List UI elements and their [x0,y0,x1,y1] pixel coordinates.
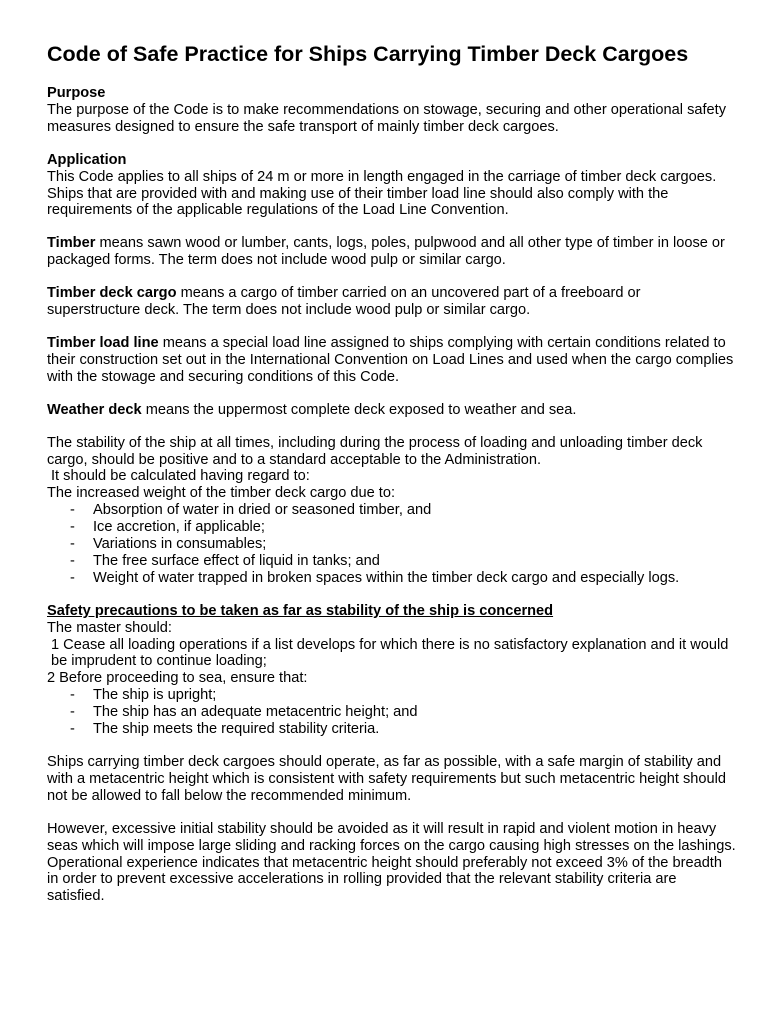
paragraph-excessive-stability [47,821,737,906]
definition-term: Timber load line [47,334,159,351]
list-item: - The ship has an adequate metacentric height; and [47,704,737,721]
stability-increased-weight-line: The increased weight of the timber deck cargo due to: [47,485,396,502]
definition-text: means a cargo of timber carried on an uncovered part of a freeboard or superstructure deck. The term does not include wood pulp or similar cargo. [47,285,641,319]
list-item: - Weight of water trapped in broken spaces within the timber deck cargo and especially logs. [47,570,737,587]
list-item: - Absorption of water in dried or seasoned timber, and [47,502,737,519]
safety-step-1: 1 Cease all loading operations if a list develops for which there is no satisfactory explanation and it would be imprudent to continue loading; [51,636,729,670]
purpose-text: The purpose of the Code is to make recommendations on stowage, securing and other operational safety measures designed to ensure the safe transport of mainly timber deck cargoes. [47,101,727,135]
safety-section [47,603,737,738]
safety-intro: The master should: [47,619,172,636]
list-item: - Ice accretion, if applicable; [47,519,737,536]
stability-regard-line: It should be calculated having regard to: [51,468,310,485]
definition-term: Timber deck cargo [47,285,177,302]
stability-list [47,502,737,587]
definition-timber-load-line [47,335,737,386]
definition-text: means a special load line assigned to ships complying with certain conditions related to their construction set out in the International Convention on Load Lines and used when the cargo complies with the stowage and securing conditions of this Code. [47,334,734,385]
body-paragraph: However, excessive initial stability should be avoided as it will result in rapid and violent motion in heavy seas which will impose large sliding and racking forces on the cargo causing high stresses on the lashings. Operational experience indicates that metacentric height should preferably not exceed 3% of the breadth in order to prevent excessive accelerations in rolling provided that the relevant stability criteria are satisfied. [47,820,736,905]
body-paragraph: Ships carrying timber deck cargoes should operate, as far as possible, with a safe margin of stability and with a metacentric height which is consistent with safety requirements but such metacentric height should not be allowed to fall below the recommended minimum. [47,754,726,804]
safety-heading: Safety precautions to be taken as far as stability of the ship is concerned [47,602,554,619]
stability-section [47,435,737,587]
document-title: Code of Safe Practice for Ships Carrying Timber Deck Cargoes [47,42,689,66]
definition-weather-deck [47,402,737,419]
list-item: - Variations in consumables; [47,536,737,553]
list-item: - The free surface effect of liquid in tanks; and [47,553,737,570]
definition-term: Weather deck [47,401,142,418]
list-item: - The ship is upright; [47,687,737,704]
application-section [47,152,737,220]
paragraph-safe-margin [47,754,737,805]
definition-term: Timber [47,235,96,252]
purpose-section [47,85,737,136]
definition-timber-deck-cargo [47,285,737,319]
definition-timber [47,235,737,269]
definition-text: means the uppermost complete deck exposed to weather and sea. [141,401,577,418]
definition-text: means sawn wood or lumber, cants, logs, poles, pulpwood and all other type of timber in loose or packaged forms. The term does not include wood pulp or similar cargo. [47,235,725,269]
application-text: This Code applies to all ships of 24 m or more in length engaged in the carriage of timber deck cargoes. Ships that are provided with and making use of their timber load line should also comply with the requirements of the applicable regulations of the Load Line Convention. [47,168,717,219]
purpose-heading: Purpose [47,85,106,101]
application-heading: Application [47,151,127,168]
document-page [47,42,737,921]
safety-step-2: 2 Before proceeding to sea, ensure that: [47,670,308,687]
stability-paragraph: The stability of the ship at all times, including during the process of loading and unloading timber deck cargo, should be positive and to a standard acceptable to the Administration. [47,434,703,468]
safety-list [47,687,737,738]
list-item: - The ship meets the required stability criteria. [47,721,737,738]
